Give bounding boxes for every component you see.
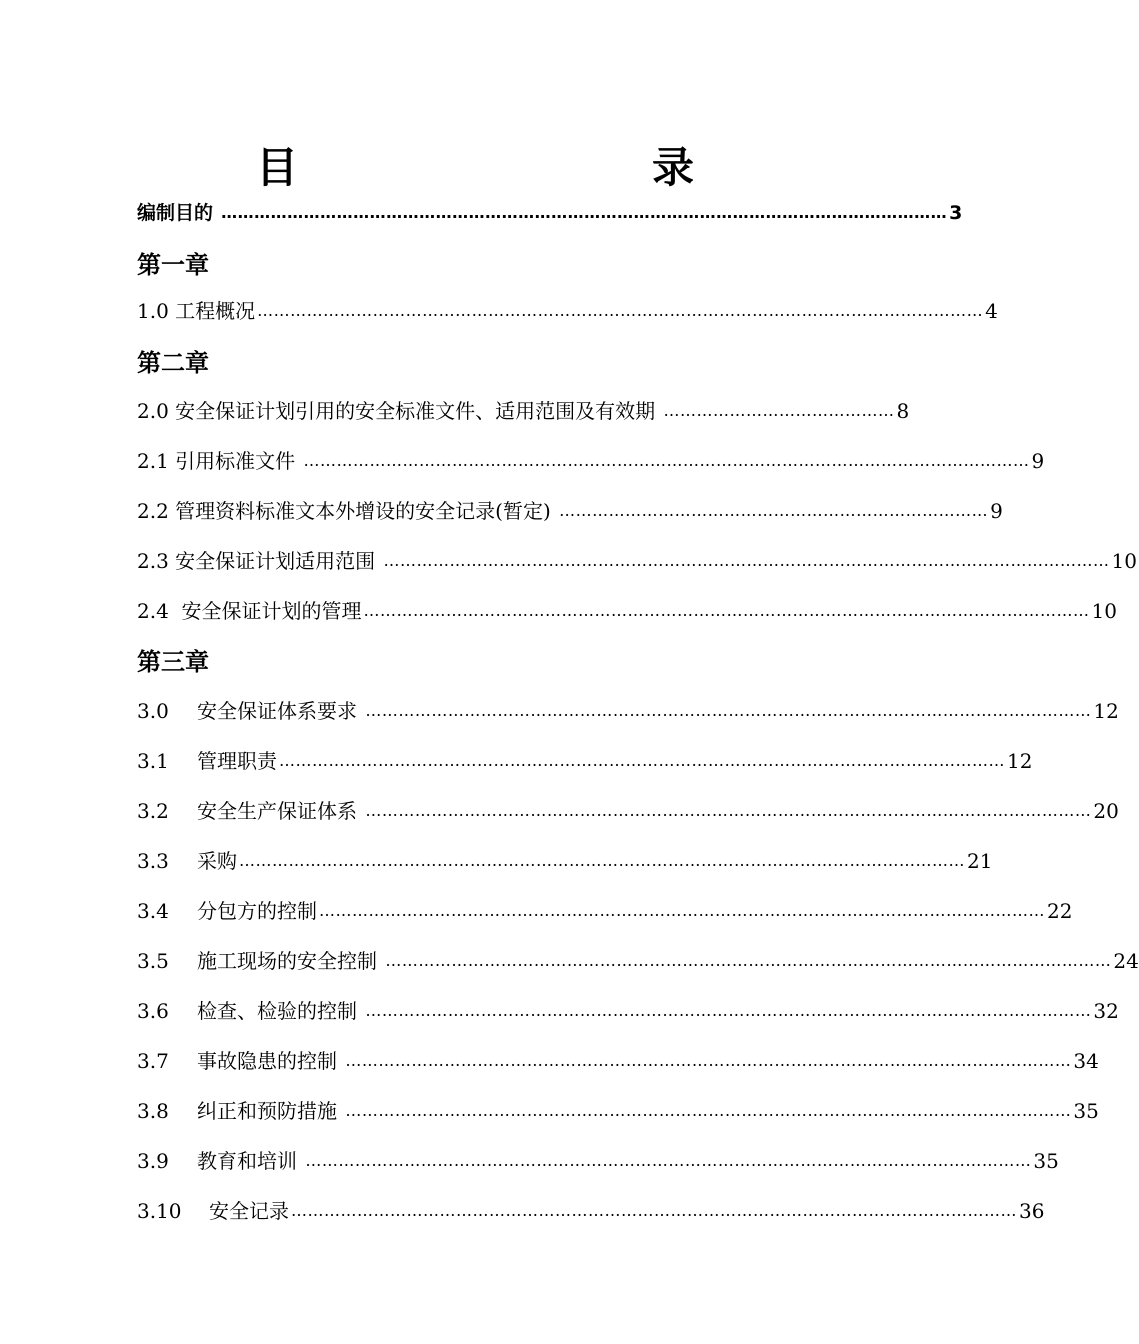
- toc-entry-label: 安全保证计划引用的安全标准文件、适用范围及有效期: [175, 399, 656, 423]
- toc-page-number: 36: [1019, 1199, 1045, 1223]
- toc-entry-intro[interactable]: [137, 198, 963, 228]
- toc-page-number: 21: [967, 849, 993, 873]
- leader-dots: ……………………………………………………………………………………………………………………: [345, 1101, 1072, 1120]
- toc-entry-label: 安全生产保证体系: [197, 799, 357, 823]
- toc-entry-label: 管理职责: [197, 749, 277, 773]
- leader-dots: ……………………………………………………………………………………………………………………: [303, 451, 1030, 470]
- toc-entry-number: 3.8: [137, 1099, 169, 1123]
- toc-entry-label: 工程概况: [175, 299, 256, 323]
- leader-dots: ……………………………………………………………………………………………………………………: [383, 551, 1110, 570]
- toc-page-number: 9: [1031, 449, 1045, 473]
- toc-entry[interactable]: [137, 546, 1137, 576]
- toc-entry-label: 事故隐患的控制: [197, 1049, 337, 1073]
- toc-entry-label: 施工现场的安全控制: [197, 949, 377, 973]
- toc-entry-number: 3.4: [137, 899, 169, 923]
- toc-page-number: 20: [1093, 799, 1119, 823]
- leader-dots: ……………………………………………………………………………………………………………………: [305, 1151, 1032, 1170]
- toc-entry-number: 3.1: [137, 749, 169, 773]
- leader-dots: ……………………………………………………………………………………………………………………: [319, 901, 1045, 920]
- toc-entry[interactable]: [137, 996, 1119, 1026]
- toc-entry[interactable]: [137, 446, 1045, 476]
- toc-entry-label: 纠正和预防措施: [197, 1099, 337, 1123]
- toc-entry-number: 3.2: [137, 799, 169, 823]
- toc-entry[interactable]: [137, 896, 1073, 926]
- toc-page-number: 8: [896, 399, 910, 423]
- toc-page-number: 12: [1007, 749, 1033, 773]
- toc-entry-label: 检查、检验的控制: [197, 999, 357, 1023]
- toc-entry-label: 引用标准文件: [175, 449, 296, 473]
- toc-page-number: 35: [1033, 1149, 1059, 1173]
- toc-entry-label: 安全保证体系要求: [197, 699, 357, 723]
- chapter-heading-1: 第一章: [137, 251, 209, 279]
- toc-entry[interactable]: [137, 1196, 1045, 1226]
- toc-entry[interactable]: [137, 596, 1117, 626]
- toc-entry[interactable]: [137, 696, 1119, 726]
- toc-page-number: 22: [1047, 899, 1073, 923]
- chapter-heading-3: 第三章: [137, 648, 209, 676]
- toc-entry-label: 安全保证计划的管理: [181, 599, 362, 623]
- toc-entry-number: 1.0: [137, 299, 169, 323]
- leader-dots: ……………………………………………………………………: [559, 501, 989, 520]
- toc-page-number: 4: [985, 299, 998, 323]
- toc-page-number: 3: [949, 202, 963, 224]
- toc-page-number: 24: [1113, 949, 1139, 973]
- toc-entry-label: 编制目的: [137, 202, 214, 224]
- leader-dots: ……………………………………………………………………………………………………………………: [215, 203, 948, 222]
- leader-dots: ……………………………………………………………………………………………………………………: [385, 951, 1112, 970]
- toc-entry[interactable]: [137, 746, 1033, 776]
- toc-entry[interactable]: [137, 1096, 1099, 1126]
- toc-entry-number: 3.0: [137, 699, 169, 723]
- toc-entry[interactable]: [137, 396, 910, 426]
- leader-dots: ……………………………………………………………………………………………………………………: [363, 601, 1090, 620]
- toc-entry-number: 2.3: [137, 549, 169, 573]
- toc-entry-label: 采购: [197, 849, 237, 873]
- toc-entry-number: 3.7: [137, 1049, 169, 1073]
- leader-dots: ……………………………………………………………………………………………………………………: [365, 1001, 1092, 1020]
- toc-page-number: 9: [990, 499, 1003, 523]
- toc-page-number: 35: [1073, 1099, 1099, 1123]
- toc-entry-label: 教育和培训: [197, 1149, 297, 1173]
- toc-page-number: 10: [1111, 549, 1137, 573]
- toc-entry-number: 3.6: [137, 999, 169, 1023]
- toc-entry-label: 分包方的控制: [197, 899, 317, 923]
- toc-entry[interactable]: [137, 846, 993, 876]
- toc-entry-number: 3.5: [137, 949, 169, 973]
- toc-entry[interactable]: [137, 796, 1119, 826]
- toc-entry-number: 3.3: [137, 849, 169, 873]
- leader-dots: ……………………………………: [663, 401, 895, 420]
- toc-entry-number: 2.4: [137, 599, 169, 623]
- toc-entry[interactable]: [137, 296, 998, 326]
- toc-entry-number: 2.0: [137, 399, 169, 423]
- toc-entry-number: 3.9: [137, 1149, 169, 1173]
- toc-entry[interactable]: [137, 1046, 1099, 1076]
- toc-page-number: 10: [1091, 599, 1117, 623]
- toc-entry-label: 安全保证计划适用范围: [175, 549, 376, 573]
- toc-entry-number: 3.10: [137, 1199, 182, 1223]
- leader-dots: ……………………………………………………………………………………………………………………: [345, 1051, 1072, 1070]
- chapter-heading-2: 第二章: [137, 349, 209, 377]
- leader-dots: ……………………………………………………………………………………………………………………: [279, 751, 1005, 770]
- toc-entry-number: 2.2: [137, 499, 169, 523]
- toc-entry-label: 管理资料标准文本外增设的安全记录(暂定): [175, 499, 551, 523]
- leader-dots: ……………………………………………………………………………………………………………………: [291, 1201, 1017, 1220]
- toc-page-number: 12: [1093, 699, 1119, 723]
- toc-entry[interactable]: [137, 496, 1003, 526]
- toc-entry-label: 安全记录: [209, 1199, 289, 1223]
- leader-dots: ……………………………………………………………………………………………………………………: [257, 301, 984, 320]
- toc-title: 目 录: [255, 143, 784, 192]
- leader-dots: ……………………………………………………………………………………………………………………: [365, 701, 1092, 720]
- leader-dots: ……………………………………………………………………………………………………………………: [239, 851, 965, 870]
- toc-entry[interactable]: [137, 946, 1139, 976]
- toc-entry-number: 2.1: [137, 449, 169, 473]
- toc-page-number: 34: [1073, 1049, 1099, 1073]
- leader-dots: ……………………………………………………………………………………………………………………: [365, 801, 1092, 820]
- toc-page-number: 32: [1093, 999, 1119, 1023]
- toc-entry[interactable]: [137, 1146, 1059, 1176]
